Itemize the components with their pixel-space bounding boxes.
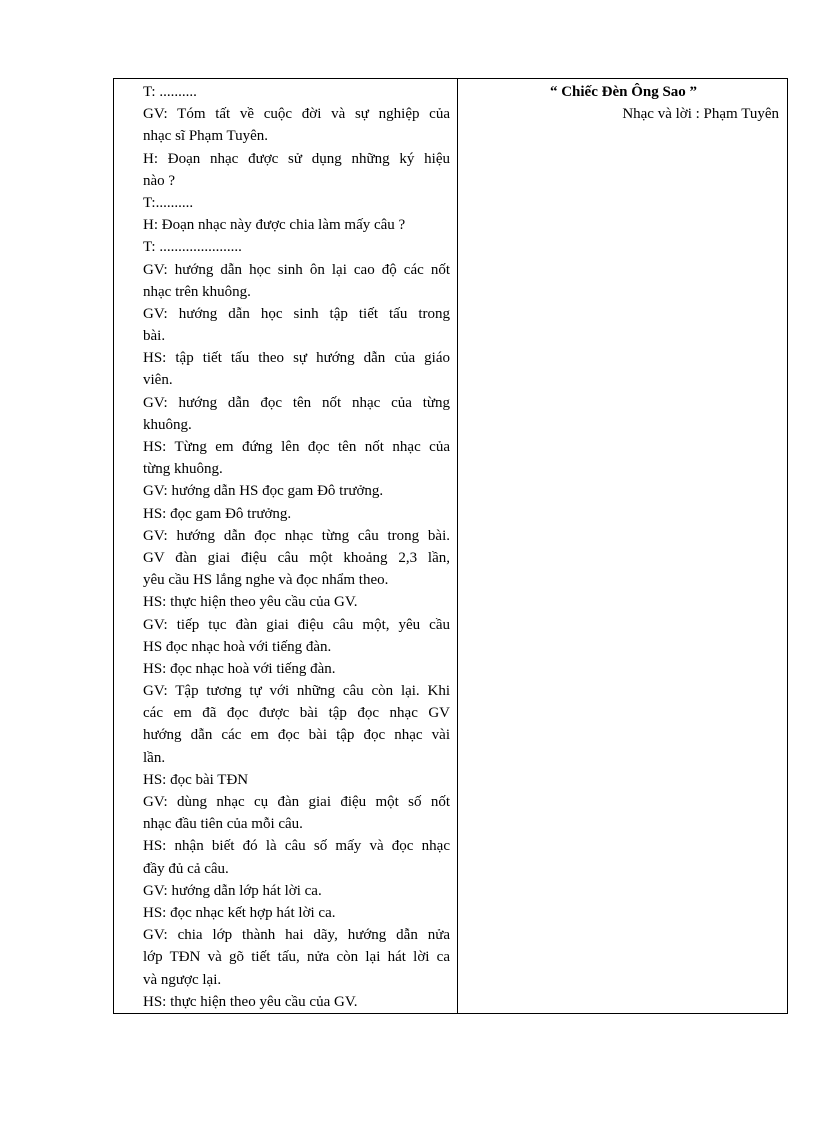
activity-line: các em đã đọc được bài tập đọc nhạc GV [143,705,450,722]
activity-line: HS: nhận biết đó là câu số mấy và đọc nhạc [143,838,450,855]
activity-line: HS đọc nhạc hoà với tiếng đàn. [143,638,332,655]
activity-line: đầy đủ cả câu. [143,860,229,877]
activity-line: GV: Tập tương tự với những câu còn lại. Khi [143,683,450,700]
activity-line: HS: đọc bài TĐN [143,771,249,788]
activity-line: nhạc trên khuông. [143,283,251,300]
activity-line: GV: hướng dẫn đọc nhạc từng câu trong bài. [143,527,450,544]
lesson-table [113,78,788,1014]
activity-line: HS: thực hiện theo yêu cầu của GV. [143,993,358,1010]
activity-line: nhạc đầu tiên của mỗi câu. [143,816,303,833]
activity-line: HS: đọc gam Đô trưởng. [143,505,292,522]
activity-line: H: Đoạn nhạc này được chia làm mấy câu ? [143,217,406,234]
activities-column [114,79,458,1013]
activity-line: nào ? [143,172,176,189]
activity-line: GV: hướng dẫn lớp hát lời ca. [143,882,322,899]
activity-line: GV: Tóm tất về cuộc đời và sự nghiệp của [143,106,450,123]
song-author: Nhạc và lời : Phạm Tuyên [622,106,779,122]
activity-line: HS: Từng em đứng lên đọc tên nốt nhạc của [143,439,450,455]
activity-line: viên. [143,372,173,389]
activity-line: yêu cầu HS lắng nghe và đọc nhẩm theo. [143,572,389,589]
song-title: “ Chiếc Đèn Ông Sao ” [549,84,698,100]
activity-line: và ngược lại. [143,971,222,988]
activity-line: HS: thực hiện theo yêu cầu của GV. [143,594,358,611]
activity-line: lần. [143,749,166,766]
activity-line: hướng dẫn các em đọc bài tập đọc nhạc vài [143,727,450,744]
activity-line: GV: tiếp tục đàn giai điệu câu một, yêu cầu [143,616,450,633]
content-column [458,79,787,1013]
activity-line: GV: dùng nhạc cụ đàn giai điệu một số nốt [143,794,450,810]
activity-line: nhạc sĩ Phạm Tuyên. [143,128,269,145]
activity-line: GV đàn giai điệu câu một khoảng 2,3 lần, [143,549,450,566]
activity-line: GV: chia lớp thành hai dãy, hướng dẫn nửa [143,927,450,944]
activity-line: GV: hướng dẫn HS đọc gam Đô trưởng. [143,483,384,500]
activity-line: GV: hướng dẫn đọc tên nốt nhạc của từng [143,394,450,411]
activity-line: từng khuông. [143,461,223,478]
activity-line: HS: đọc nhạc hoà với tiếng đàn. [143,660,336,677]
activity-line: H: Đoạn nhạc được sử dụng những ký hiệu [143,150,450,167]
activity-line: khuông. [143,416,192,433]
activity-line: HS: tập tiết tấu theo sự hướng dẫn của giáo [143,350,450,367]
activity-line: lớp TĐN và gõ tiết tấu, nửa còn lại hát lời ca [143,949,450,966]
activity-line: bài. [143,328,166,345]
activity-line: T: .......... [143,84,197,100]
activity-line: GV: hướng dẫn học sinh tập tiết tấu trong [143,305,450,322]
activity-line: HS: đọc nhạc kết hợp hát lời ca. [143,904,336,921]
activity-line: GV: hướng dẫn học sinh ôn lại cao độ các nốt [143,261,450,278]
activity-line: T: ...................... [143,239,242,256]
activity-line: T:.......... [143,194,194,211]
